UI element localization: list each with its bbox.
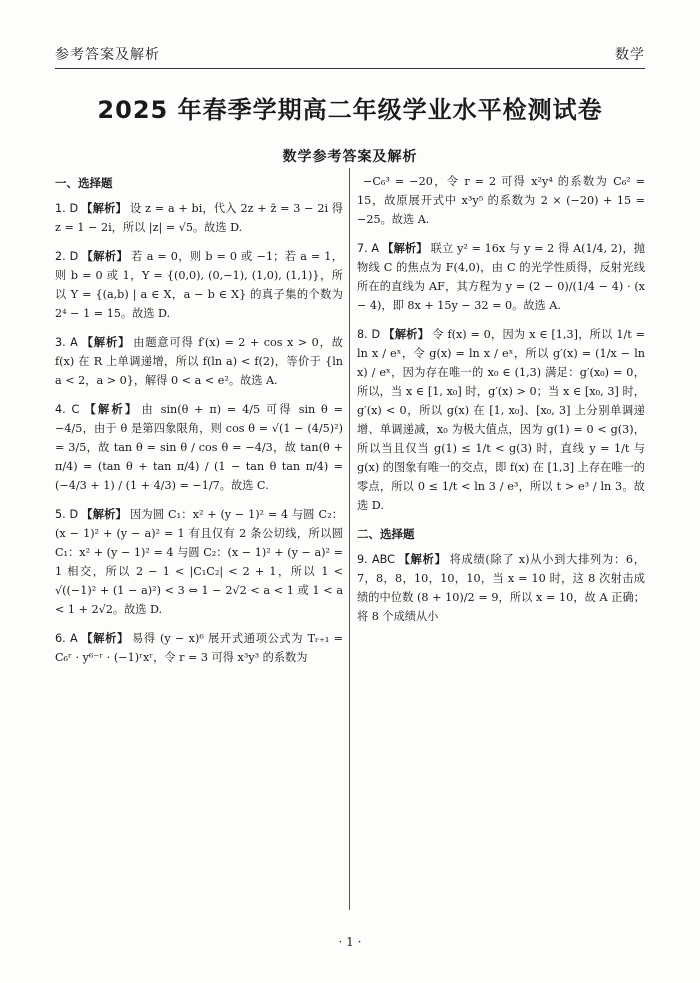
answer-item	[357, 172, 645, 229]
page-title: 2025 年春季学期高二年级学业水平检测试卷	[97, 96, 603, 124]
page-number: · 1 ·	[338, 935, 362, 949]
answer-tag: 【解析】	[82, 403, 139, 416]
answer-number: 5. D	[55, 508, 79, 521]
answer-text: 将成绩(除了 x)从小到大排列为：6，7，8，8，10，10，10，当 x = 10 时，这 8 次射击成绩的中位数 (8 + 10)/2 = 9，所以 x = 10，故 A 正确；将 8 个成绩从小	[357, 553, 645, 623]
answer-item	[55, 505, 343, 619]
answer-text: 因为圆 C₁：x² + (y − 1)² = 4 与圆 C₂：(x − 1)² + (y − a)² = 1 有且仅有 2 条公切线，所以圆 C₁：x² + (y − 1)² = 4 与圆 C₂：(x − 1)² + (y − a)² = 1 相交，所以 2 − 1 < |C₁C₂| < 2 + 1，所以 1 < √((−1)² + (1 − a)²) < 3 ⇔ 1 − 2√2 < a < 1 或 1 < a < 1 + 2√2。故选 D.	[55, 508, 343, 616]
header-right: 数学	[615, 47, 645, 63]
header-rule	[55, 68, 645, 69]
answer-item	[55, 629, 343, 667]
answer-number: 4. C	[55, 403, 80, 416]
answer-item	[55, 333, 343, 390]
answer-text: −C₆³ = −20，令 r = 2 可得 x²y⁴ 的系数为 C₆² = 15，故原展开式中 x³y⁵ 的系数为 2 × (−20) + 15 = −25。故选 A.	[357, 175, 645, 226]
header-left: 参考答案及解析	[55, 47, 160, 63]
answer-number: 6. A	[55, 632, 78, 645]
answer-item	[357, 325, 645, 515]
answer-text: 由 sin(θ + π) = 4/5 可得 sin θ = −4/5，由于 θ 是第四象限角，则 cos θ = √(1 − (4/5)²) = 3/5，故 tan θ = sin θ / cos θ = −4/3，故 tan(θ + π/4) = (tan θ + tan π/4) / (1 − tan θ tan π/4) = (−4/3 + 1) / (1 + 4/3) = −1/7。故选 C.	[55, 403, 343, 492]
page-subtitle: 数学参考答案及解析	[282, 149, 418, 165]
column-divider	[349, 168, 350, 910]
answer-text: 易得 (y − x)⁶ 展开式通项公式为 Tᵣ₊₁ = C₆ʳ · y⁶⁻ʳ · (−1)ʳxʳ，令 r = 3 可得 x³y³ 的系数为	[55, 632, 343, 664]
answer-number: 9. ABC	[357, 553, 395, 566]
answer-number: 2. D	[55, 250, 79, 263]
answer-tag: 【解析】	[382, 242, 428, 255]
answer-item	[55, 400, 343, 495]
answer-item	[357, 239, 645, 315]
answer-item	[55, 247, 343, 323]
right-column	[357, 172, 645, 636]
answer-text: 若 a = 0，则 b = 0 或 −1；若 a = 1，则 b = 0 或 1，Y = {(0,0), (0,−1), (1,0), (1,1)}，所以 Y = {(a,b) | a ∈ X，a − b ∈ X} 的真子集的个数为 2⁴ − 1 = 15。故选 D.	[55, 250, 343, 320]
answer-number: 7. A	[357, 242, 380, 255]
answer-item	[357, 550, 645, 626]
answer-list	[357, 172, 645, 515]
answer-tag: 【解析】	[397, 553, 447, 566]
answer-text: 令 f(x) = 0，因为 x ∈ [1,3]，所以 1/t = ln x / eˣ，令 g(x) = ln x / eˣ，所以 g′(x) = (1/x − ln x) / eˣ，因为存在唯一的 x₀ ∈ (1,3) 满足：g′(x₀) = 0，所以，当 x ∈ [1, x₀] 时，g′(x) > 0；当 x ∈ [x₀, 3] 时，g′(x) < 0，所以 g(x) 在 [1, x₀]、[x₀, 3] 上分别单调递增、单调递减，x₀ 为极大值点，因为 g(1) = 0 < g(3)，所以当且仅当 g(1) ≤ 1/t < g(3) 时，直线 y = 1/t 与 g(x) 的图象有唯一的交点，即 f(x) 在 [1,3] 上存在唯一的零点，所以 0 ≤ 1/t < ln 3 / e³，所以 t > e³ / ln 3。故选 D.	[357, 328, 645, 512]
answer-text: 由题意可得 f′(x) = 2 + cos x > 0，故 f(x) 在 R 上单调递增，所以 f(ln a) < f(2)，等价于 {ln a < 2，a > 0}，解得 0 < a < e²。故选 A.	[55, 336, 343, 387]
answer-tag: 【解析】	[383, 328, 430, 341]
section-heading: 一、选择题	[55, 176, 113, 190]
answer-text: 联立 y² = 16x 与 y = 2 得 A(1/4, 2)，抛物线 C 的焦点为 F(4,0)，由 C 的光学性质得，反射光线所在的直线为 AF，其方程为 y = (2 − 0)/(1/4 − 4) · (x − 4)，即 8x + 15y − 32 = 0。故选 A.	[357, 242, 645, 312]
answer-list	[357, 550, 645, 626]
answer-tag: 【解析】	[81, 202, 127, 215]
answer-number: 3. A	[55, 336, 78, 349]
answer-tag: 【解析】	[81, 508, 127, 521]
answer-tag: 【解析】	[80, 336, 131, 349]
answer-number: 8. D	[357, 328, 381, 341]
answer-text: 设 z = a + bi，代入 2z + z̄ = 3 − 2i 得 z = 1 − 2i，所以 |z| = √5。故选 D.	[55, 202, 343, 234]
answer-item	[55, 199, 343, 237]
answer-tag: 【解析】	[81, 250, 129, 263]
answer-list	[55, 199, 343, 667]
answer-number: 1. D	[55, 202, 79, 215]
left-column	[55, 172, 343, 677]
section-heading: 二、选择题	[357, 527, 415, 541]
answer-tag: 【解析】	[80, 632, 129, 645]
